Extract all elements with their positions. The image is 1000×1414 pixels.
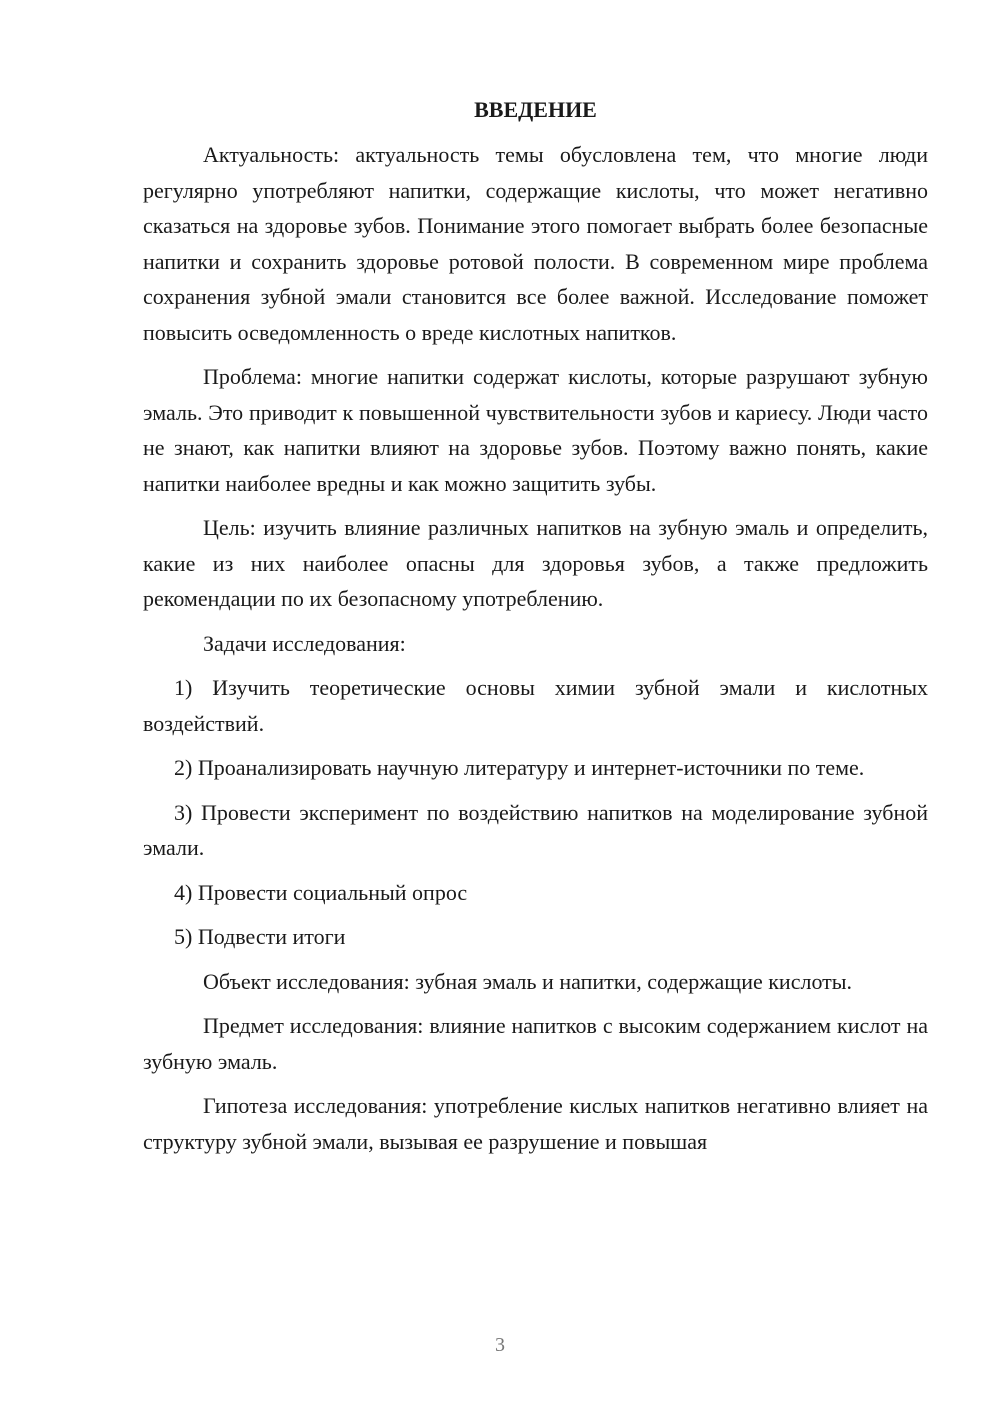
tasks-title: Задачи исследования: <box>203 630 406 656</box>
task-item: 4) Провести социальный опрос <box>174 879 468 905</box>
page-content <box>143 95 928 1168</box>
task-item: 3) Провести эксперимент по воздействию напитков на моделирование зубной эмали. <box>143 799 928 860</box>
subject-paragraph: Предмет исследования: влияние напитков с высоким содержанием кислот на зубную эмаль. <box>143 1013 928 1074</box>
goal-paragraph: Цель: изучить влияние различных напитков на зубную эмаль и определить, какие из них наиболее опасны для здоровья зубов, а также предложить рекомендации по их безопасному употреблению. <box>143 515 928 611</box>
task-item: 5) Подвести итоги <box>174 924 346 949</box>
section-heading: ВВЕДЕНИЕ <box>474 97 597 122</box>
relevance-paragraph: Актуальность: актуальность темы обусловлена тем, что многие люди регулярно употребляют напитки, содержащие кислоты, что может негативно сказаться на здоровье зубов. Понимание этого помогает выбрать более безопасные напитки и сохранить здоровье ротовой полости. В современном мире проблема сохранения зубной эмали становится все более важной. Исследование поможет повысить осведомленность о вреде кислотных напитков. <box>143 142 928 345</box>
object-paragraph: Объект исследования: зубная эмаль и напитки, содержащие кислоты. <box>203 968 853 994</box>
task-item: 1) Изучить теоретические основы химии зубной эмали и кислотных воздействий. <box>143 675 928 736</box>
task-item: 2) Проанализировать научную литературу и интернет-источники по теме. <box>174 755 865 780</box>
problem-paragraph: Проблема: многие напитки содержат кислоты, которые разрушают зубную эмаль. Это приводит к повышенной чувствительности зубов и кариесу. Люди часто не знают, как напитки влияют на здоровье зубов. Поэтому важно понять, какие напитки наиболее вредны и как можно защитить зубы. <box>143 364 928 496</box>
hypothesis-paragraph: Гипотеза исследования: употребление кислых напитков негативно влияет на структуру зубной эмали, вызывая ее разрушение и повышая <box>143 1093 928 1154</box>
page-number: 3 <box>495 1334 505 1356</box>
